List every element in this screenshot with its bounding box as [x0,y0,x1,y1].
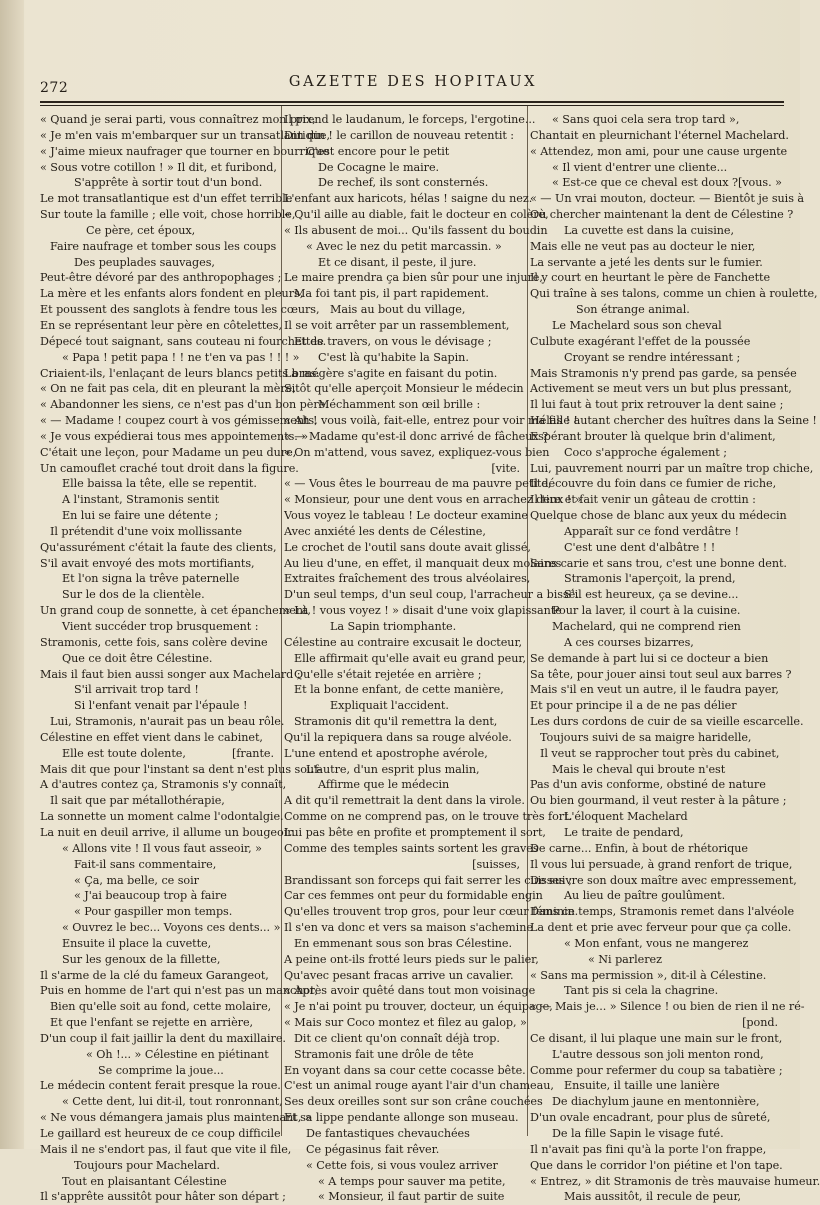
text-line: Il lui faut à tout prix retrouver la dent saine ; [530,398,784,412]
text-line: Stramonis dit qu'il remettra la dent, [294,715,498,729]
text-line: Le médecin content ferait presque la roue. [40,1079,281,1093]
text-line: « J'ai beaucoup trop à faire [74,889,227,903]
text-line: Qu'elle s'était rejetée en arrière ; [294,667,482,681]
text-line: Au lieu d'une, en effet, il manquait deux molaires [284,556,562,570]
text-line: « Mon enfant, vous ne mangerez [564,936,749,950]
text-line: C'est encore pour le petit [306,144,450,158]
text-line: C'était une leçon, pour Madame un peu dure, [40,445,297,459]
text-line: Son étrange animal. [576,303,690,317]
text-line: Din din ! le carillon de nouveau retentit : [284,128,515,142]
text-line: Sans carie et sans trou, c'est une bonne dent. [530,556,787,570]
text-line: Il s'en va donc et vers sa maison s'achemine [284,921,533,935]
text-line: De carne... Enfin, à bout de rhétorique [530,841,748,855]
text-line: « — Un vrai mouton, docteur. — Bientôt je suis à [530,192,805,206]
text-line: Le traite de pendard, [564,825,684,839]
text-line: Les durs cordons de cuir de sa vieille escarcelle. [530,715,804,729]
text-line: La Sapin triomphante. [330,620,457,633]
text-line: [pond. [742,1016,778,1030]
text-line: Comme des temples saints sortent les graves [284,841,539,855]
text-line: A peine ont-ils frotté leurs pieds sur le palier, [284,952,539,966]
text-line: En lui se faire une détente ; [62,509,219,523]
text-line: « Cette fois, si vous voulez arriver [306,1158,498,1172]
text-line: Et l'on signa la trêve paternelle [62,572,240,586]
text-line: L'autre dessous son joli menton rond, [552,1047,764,1061]
text-line: La cuvette est dans la cuisine, [564,223,734,237]
text-line: Il se voit arrêter par un rassemblement, [284,318,510,332]
line-continuation: [frante. [231,746,274,760]
text-line: « Après avoir quêté dans tout mon voisinage [284,984,536,998]
text-line: « Oh !... » Célestine en piétinant [86,1047,269,1061]
page-binding-edge [0,0,24,1149]
text-line: Coco s'approche également ; [564,445,727,459]
text-line: De Cocagne le maire. [318,160,440,174]
text-line: Méchamment son œil brille : [318,398,481,412]
text-line: Et de travers, on vous le dévisage ; [294,334,492,348]
text-line: S'il avait envoyé des mots mortifiants, [40,556,255,570]
text-line: « Monsieur, il faut partir de suite [318,1190,505,1204]
text-line: De rechef, ils sont consternés. [318,176,489,190]
text-line: De suivre son doux maître avec empressement, [530,873,797,887]
text-line: De diachylum jaune en mentonnière, [552,1095,760,1109]
text-line: De la fille Sapin le visage futé. [552,1127,724,1140]
text-line: L'autre, d'un esprit plus malin, [306,762,480,776]
text-line: Machelard, qui ne comprend rien [552,620,741,633]
text-line: « On m'attend, vous savez, expliquez-vous bien [284,445,550,459]
line-continuation: [vous. » [737,176,782,190]
text-line: Que ce doit être Célestine. [62,651,213,665]
text-line: Si l'enfant venait par l'épaule ! [74,699,248,713]
text-line: Ma foi tant pis, il part rapidement. [294,287,489,301]
text-line: Ses deux oreilles sont sur son crâne couchées [284,1095,543,1109]
text-column-2 [284,112,582,1205]
text-line: Au lieu de paître goulûment. [564,889,726,903]
text-line: Il découvre du foin dans ce fumier de riche, [530,477,777,491]
text-line: La nuit en deuil arrive, il allume un bougeoir. [40,825,295,839]
text-line: Comme pour refermer du coup sa tabatière ; [530,1063,783,1077]
text-line: Le crochet de l'outil sans doute avait glissé, [284,540,531,554]
text-line: Il y court en heurtant le père de Fanchette [530,271,771,285]
text-line: Chantait en pleurnichant l'éternel Machelard. [530,128,789,142]
text-line: Où chercher maintenant la dent de Célestine ? [530,208,794,222]
text-line: Ou bien gourmand, il veut rester à la pâture ; [530,794,787,808]
text-line: Il vous lui persuade, à grand renfort de trique, [530,857,793,871]
text-line: La dent et prie avec ferveur pour que ça colle. [530,921,792,935]
text-line: En se représentant leur père en côtelettes, [40,318,283,332]
text-line: « Ni parlerez [588,952,662,966]
text-line: A d'autres contez ça, Stramonis s'y connaît, [40,778,287,792]
text-line: Espérant brouter là quelque brin d'aliment, [530,429,776,443]
text-line: C'est un animal rouge ayant l'air d'un chameau, [284,1079,554,1093]
text-line: Tout en plaisantant Célestine [62,1174,227,1188]
text-line: En emmenant sous son bras Célestine. [294,936,512,950]
text-line: « Mais sur Coco montez et filez au galop, » [284,1016,527,1030]
text-line: « Avec le nez du petit marcassin. » [306,239,502,253]
text-line: « Pour gaspiller mon temps. [74,905,233,919]
text-line: S'il est heureux, ça se devine... [564,588,739,602]
text-line: « Abandonner les siens, ce n'est pas d'un bon père. [40,398,329,412]
text-line: Sitôt qu'elle aperçoit Monsieur le médecin [284,382,524,396]
text-line: « Entrez, » dit Stramonis de très mauvaise humeur. [530,1174,820,1188]
text-line: A dit qu'il remettrait la dent dans la virole. [284,794,525,808]
text-line: Mais il faut bien aussi songer aux Machelard ; [40,667,301,681]
text-line: « On ne fait pas cela, dit en pleurant la mère, [40,382,296,396]
text-line: Le maire prendra ça bien sûr pour une injure, [284,271,543,285]
text-line: Se demande à part lui si ce docteur a bien [530,651,769,665]
text-line: « Quand je serai parti, vous connaîtrez mon prix, [40,113,316,126]
text-line: La servante a jeté les dents sur le fumier. [530,255,763,269]
text-line: Culbute exagérant l'effet de la poussée [530,334,751,348]
line-text: Elle est toute dolente, [62,746,186,760]
text-line: Elle affirmait qu'elle avait eu grand peur, [294,651,526,665]
text-line: Fait-il sans commentaire, [74,857,217,871]
text-line: Lui pas bête en profite et promptement il sort, [284,825,546,839]
text-line: D'un coup il fait jaillir la dent du maxillaire. [40,1031,286,1045]
text-column-1 [40,112,330,1205]
text-line: « Je vous expédierai tous mes appointements. » [40,429,309,443]
text-line [40,746,278,762]
text-line: Extraites fraîchement des trous alvéolaires, [284,572,531,586]
text-line: Il prend le laudanum, le forceps, l'ergotine... [284,113,536,126]
text-line: De fantastiques chevauchées [306,1127,470,1140]
text-line: [vite. [491,461,520,475]
journal-title: GAZETTE DES HOPITAUX [288,74,538,90]
text-line: Mais au bout du village, [330,303,466,317]
text-line: Des peuplades sauvages, [74,255,215,269]
text-line: « Sans quoi cela sera trop tard », [552,113,740,126]
text-column-3 [530,112,820,1205]
text-line: « A temps pour sauver ma petite, [318,1174,506,1188]
text-line: Mais dit que pour l'instant sa dent n'est plus souf- [40,762,322,776]
text-line: Lui, Stramonis, n'aurait pas un beau rôle. [50,715,285,729]
text-line: L'enfant aux haricots, hélas ! saigne du nez. [284,192,533,206]
text-line: Stramonis l'aperçoit, la prend, [564,572,736,586]
text-line: Ce disant, il lui plaque une main sur le front, [530,1031,783,1045]
text-line: « Sous votre cotillon ! » Il dit, et furibond, [40,160,277,174]
text-line: Mais le cheval qui broute n'est [552,762,726,776]
text-line: Brandissant son forceps qui fait serrer les cuisses ; [284,873,572,887]
text-line: Célestine en effet vient dans le cabinet, [40,730,263,744]
column-divider [281,106,282,1136]
text-line: C'est une dent d'albâtre ! ! [564,540,716,554]
text-line: Mais il ne s'endort pas, il faut que vite il file, [40,1142,292,1156]
text-line: « Qu'il aille au diable, fait le docteur en colère, [284,208,549,222]
text-line: A l'instant, Stramonis sentit [62,493,220,507]
text-line: « Ça, ma belle, ce soir [74,873,199,887]
text-line: S'apprête à sortir tout d'un bond. [74,176,263,190]
text-line: Il veut se rapprocher tout près du cabinet, [540,746,780,760]
text-line: Qu'elles trouvent trop gros, pour leur cœur féminin. [284,905,579,919]
text-line: « Je n'ai point pu trouver, docteur, un équipage, [284,1000,553,1014]
text-line: La mégère s'agite en faisant du potin. [284,366,498,380]
text-line: Peut-être dévoré par des anthropophages ; [40,271,282,285]
text-line: Dans ce temps, Stramonis remet dans l'alvéole [530,905,795,919]
text-line: S'il arrivait trop tard ! [74,683,199,697]
text-line: « Je m'en vais m'embarquer sur un transatlantique, [40,128,330,142]
text-line: « — Vous êtes le bourreau de ma pauvre petite, [284,477,552,491]
text-line: Mais aussitôt, il recule de peur, [564,1190,742,1204]
text-line: Tant pis si cela la chagrine. [564,984,719,998]
text-line: Croyant se rendre intéressant ; [564,350,741,364]
text-line: Criaient-ils, l'enlaçant de leurs blancs petits bras. [40,366,320,380]
text-line: Que dans le corridor l'on piétine et l'on tape. [530,1158,783,1172]
text-line: Stramonis fait une drôle de tête [294,1047,474,1061]
text-line: A ces courses bizarres, [564,635,694,649]
text-line: Et sa lippe pendante allonge son museau. [284,1111,519,1125]
header-rule-thin [40,105,784,106]
header-rule [40,101,784,103]
text-line: Qu'il la repiquera dans sa rouge alvéole. [284,730,512,744]
text-line: Et ce disant, il peste, il jure. [318,255,477,269]
text-line: [suisses, [472,857,520,871]
page-number: 272 [40,80,69,96]
text-line: Expliquait l'accident. [330,699,449,713]
text-line: « — Mais je... » Silence ! ou bien de rien il ne ré- [530,1000,805,1014]
text-line: Mais elle ne veut pas au docteur le nier, [530,239,756,253]
text-line: Faire naufrage et tomber sous les coups [50,239,277,253]
text-line: Vient succéder trop brusquement : [62,620,259,633]
text-line: « Papa ! petit papa ! ! ne t'en va pas ! ! ! » [62,350,300,364]
text-line: Un camouflet craché tout droit dans la figure. [40,461,299,475]
text-line: « — Madame qu'est-il donc arrivé de fâcheux ? [284,429,549,443]
text-line: Toujours suivi de sa maigre haridelle, [540,730,752,744]
text-line: Qui traîne à ses talons, comme un chien à roulette, [530,287,818,301]
text-line: Elle baissa la tête, elle se repentit. [62,477,257,491]
text-line: Et poussent des sanglots à fendre tous les cœurs, [40,303,320,317]
text-line: Quelque chose de blanc aux yeux du médecin [530,509,787,523]
text-line: Il prétendit d'une voix mollissante [50,524,242,538]
text-line: Le gaillard est heureux de ce coup difficile [40,1127,281,1140]
text-line: « Sans ma permission », dit-il à Célestine. [530,968,767,982]
text-line: Sa tête, pour jouer ainsi tout seul aux barres ? [530,667,792,681]
text-line: Pas d'un avis conforme, obstiné de nature [530,778,766,792]
line-text: « Est-ce que ce cheval est doux ? [552,176,738,190]
text-line: En voyant dans sa cour cette cocasse bête. [284,1063,526,1077]
text-line: D'un ovale encadrant, pour plus de sûreté, [530,1111,771,1125]
text-line: La mère et les enfants alors fondent en pleurs, [40,287,304,301]
text-line: Hélas ! autant chercher des huîtres dans la Seine ! [530,414,817,428]
text-line: Ce pégasinus fait rêver. [306,1142,440,1156]
text-line: Célestine au contraire excusait le docteur, [284,635,523,649]
text-line: Stramonis, cette fois, sans colère devine [40,635,268,649]
page-header [40,70,786,104]
text-line: Affirme que le médecin [318,778,450,792]
text-line: Il n'avait pas fini qu'à la porte l'on frappe, [530,1142,767,1156]
text-line: Ce père, cet époux, [86,223,196,237]
text-line: « Ah ! vous voilà, fait-elle, entrez pour voir ma fille ! [284,414,578,428]
text-line [530,175,782,191]
text-line: Pour la laver, il court à la cuisine. [552,604,741,618]
text-line: Avec anxiété les dents de Célestine, [284,524,486,538]
text-line: Mais s'il en veut un autre, il le faudra payer, [530,683,779,697]
text-line: Et pour principe il a de ne pas délier [530,699,737,713]
text-line: La sonnette un moment calme l'odontalgie. [40,810,284,824]
text-line: Le Machelard sous son cheval [552,318,722,332]
text-line: Ensuite, il taille une lanière [564,1079,720,1093]
text-line: Ensuite il place la cuvette, [62,936,212,950]
text-line: Vous voyez le tableau ! Le docteur examine [284,509,529,523]
text-line: Puis en homme de l'art qui n'est pas un manchot, [40,984,319,998]
text-line: Bien qu'elle soit au fond, cette molaire, [50,1000,272,1014]
text-line: D'un seul temps, d'un seul coup, l'arracheur a bissé. [284,588,579,602]
text-line: Sur toute la famille ; elle voit, chose horrible, [40,208,296,222]
text-line: Sur le dos de la clientèle. [62,588,205,602]
text-line: « J'aime mieux naufrager que tourner en bourrique [40,144,330,158]
text-line: Dépecé tout saignant, sans couteau ni fourchettes. [40,334,327,348]
text-line: « Ouvrez le bec... Voyons ces dents... » [62,921,281,935]
text-line: « Ils abusent de moi... Qu'ils fassent du boudin [284,223,548,237]
text-line: Il sait que par métallothérapie, [50,794,225,808]
text-line: Car ces femmes ont peur du formidable engin [284,889,543,903]
text-line: Qu'avec pesant fracas arrive un cavalier. [284,968,514,982]
column-divider [527,106,528,1136]
text-line: « Là ! vous voyez ! » disait d'une voix glapissante [284,604,562,618]
text-line: Se comprime la joue... [98,1063,224,1077]
text-line: Dit ce client qu'on connaît déjà trop. [294,1031,500,1045]
text-line: « — Madame ! coupez court à vos gémissements, [40,414,318,428]
text-line: Lui, pauvrement nourri par un maître trop chiche, [530,461,814,475]
text-line: Toujours pour Machelard. [74,1158,220,1172]
text-line: Le mot transatlantique est d'un effet terrible [40,192,293,206]
text-line: L'éloquent Machelard [564,810,688,824]
text-line: Il tire et fait venir un gâteau de crottin : [530,493,756,507]
text-line: « Cette dent, lui dit-il, tout ronronnant, [62,1095,283,1109]
text-line: Il s'arme de la clé du fameux Garangeot, [40,968,269,982]
text-line: Mais Stramonis n'y prend pas garde, sa pensée [530,366,797,380]
text-line: Et la bonne enfant, de cette manière, [294,683,504,697]
text-line: « Monsieur, pour une dent vous en arrachez deux ! » [284,493,582,507]
text-line: Et que l'enfant se rejette en arrière, [50,1016,254,1030]
text-line: Comme on ne comprend pas, on le trouve très fort. [284,810,573,824]
text-line: C'est là qu'habite la Sapin. [318,350,469,364]
text-line: « Il vient d'entrer une cliente... [552,160,728,174]
text-line: Apparaît sur ce fond verdâtre ! [564,524,739,538]
text-line: « Ne vous démangera jamais plus maintenant, » [40,1111,312,1125]
text-line: Il s'apprête aussitôt pour hâter son départ ; [40,1190,286,1204]
text-line: L'une entend et apostrophe avérole, [284,746,488,760]
text-line: Un grand coup de sonnette, à cet épanchement, [40,604,311,618]
text-line: Qu'assurément c'était la faute des clients, [40,540,277,554]
text-line: « Attendez, mon ami, pour une cause urgente [530,144,788,158]
text-line: Sur les genoux de la fillette, [62,952,221,966]
text-line: Activement se meut vers un but plus pressant, [530,382,792,396]
text-line: « Allons vite ! Il vous faut asseoir, » [62,841,262,855]
